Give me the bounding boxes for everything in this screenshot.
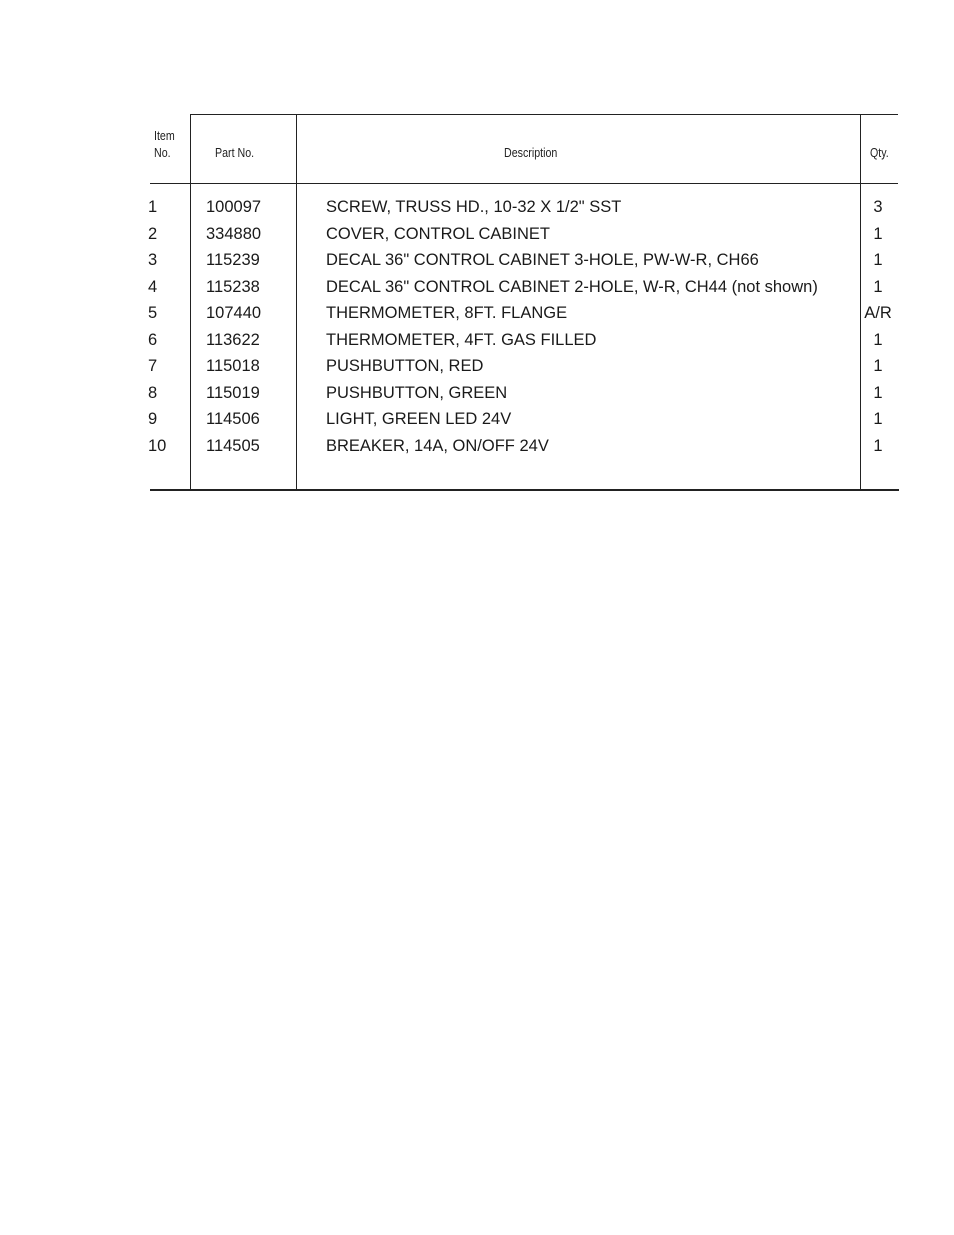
- item-number: 2: [148, 224, 158, 243]
- part-description: SCREW, TRUSS HD., 10-32 X 1/2" SST: [326, 198, 622, 216]
- table-row: [150, 195, 898, 222]
- header-item-line1: Item: [154, 128, 175, 143]
- header-bottom-rule: [150, 183, 898, 184]
- header-part-no: Part No.: [215, 145, 255, 160]
- quantity: 1: [873, 330, 883, 349]
- part-number: 113622: [206, 330, 260, 349]
- table-row: [150, 381, 898, 408]
- part-number: 115019: [206, 383, 260, 402]
- table-row: [150, 301, 898, 328]
- part-description: PUSHBUTTON, RED: [326, 357, 484, 375]
- item-number: 3: [148, 251, 158, 269]
- item-number: 5: [148, 304, 158, 322]
- header-qty: Qty.: [870, 145, 889, 160]
- quantity: 1: [873, 251, 883, 269]
- table-row: [150, 407, 898, 434]
- item-number: 1: [148, 198, 158, 216]
- item-number: 10: [148, 436, 167, 455]
- part-description: THERMOMETER, 8FT. FLANGE: [326, 304, 568, 322]
- part-number: 107440: [206, 304, 262, 322]
- item-number: 4: [148, 277, 158, 296]
- table-row: [150, 328, 898, 355]
- header-description: Description: [504, 145, 558, 160]
- header-item-no: [154, 127, 187, 161]
- quantity: 1: [873, 277, 883, 296]
- table-row: [150, 248, 898, 275]
- part-description: COVER, CONTROL CABINET: [326, 224, 550, 243]
- item-number: 8: [148, 383, 158, 402]
- part-number: 114506: [206, 410, 260, 428]
- quantity: A/R: [864, 304, 892, 322]
- part-number: 115239: [206, 251, 260, 269]
- quantity: 1: [873, 383, 883, 402]
- item-number: 7: [148, 357, 158, 375]
- quantity: 1: [873, 224, 883, 243]
- table-row: [150, 434, 898, 461]
- part-description: THERMOMETER, 4FT. GAS FILLED: [326, 330, 597, 349]
- part-number: 114505: [206, 436, 260, 455]
- part-number: 334880: [206, 224, 262, 243]
- part-number: 115238: [206, 277, 260, 296]
- quantity: 1: [873, 436, 883, 455]
- quantity: 3: [873, 198, 883, 216]
- table-row: [150, 222, 898, 249]
- quantity: 1: [873, 357, 883, 375]
- item-number: 9: [148, 410, 158, 428]
- item-number: 6: [148, 330, 158, 349]
- table-row: [150, 275, 898, 302]
- part-description: PUSHBUTTON, GREEN: [326, 383, 508, 402]
- part-number: 100097: [206, 198, 262, 216]
- header-item-line2: No.: [154, 145, 171, 160]
- table-row: [150, 354, 898, 381]
- part-description: DECAL 36" CONTROL CABINET 3-HOLE, PW-W-R, CH66: [326, 251, 759, 269]
- part-description: DECAL 36" CONTROL CABINET 2-HOLE, W-R, CH44 (not shown): [326, 277, 818, 296]
- part-description: BREAKER, 14A, ON/OFF 24V: [326, 436, 549, 455]
- table-bottom-rule: [150, 489, 899, 491]
- table-body: [150, 195, 898, 460]
- part-description: LIGHT, GREEN LED 24V: [326, 410, 512, 428]
- part-number: 115018: [206, 357, 260, 375]
- quantity: 1: [873, 410, 883, 428]
- parts-list-table: [150, 114, 898, 490]
